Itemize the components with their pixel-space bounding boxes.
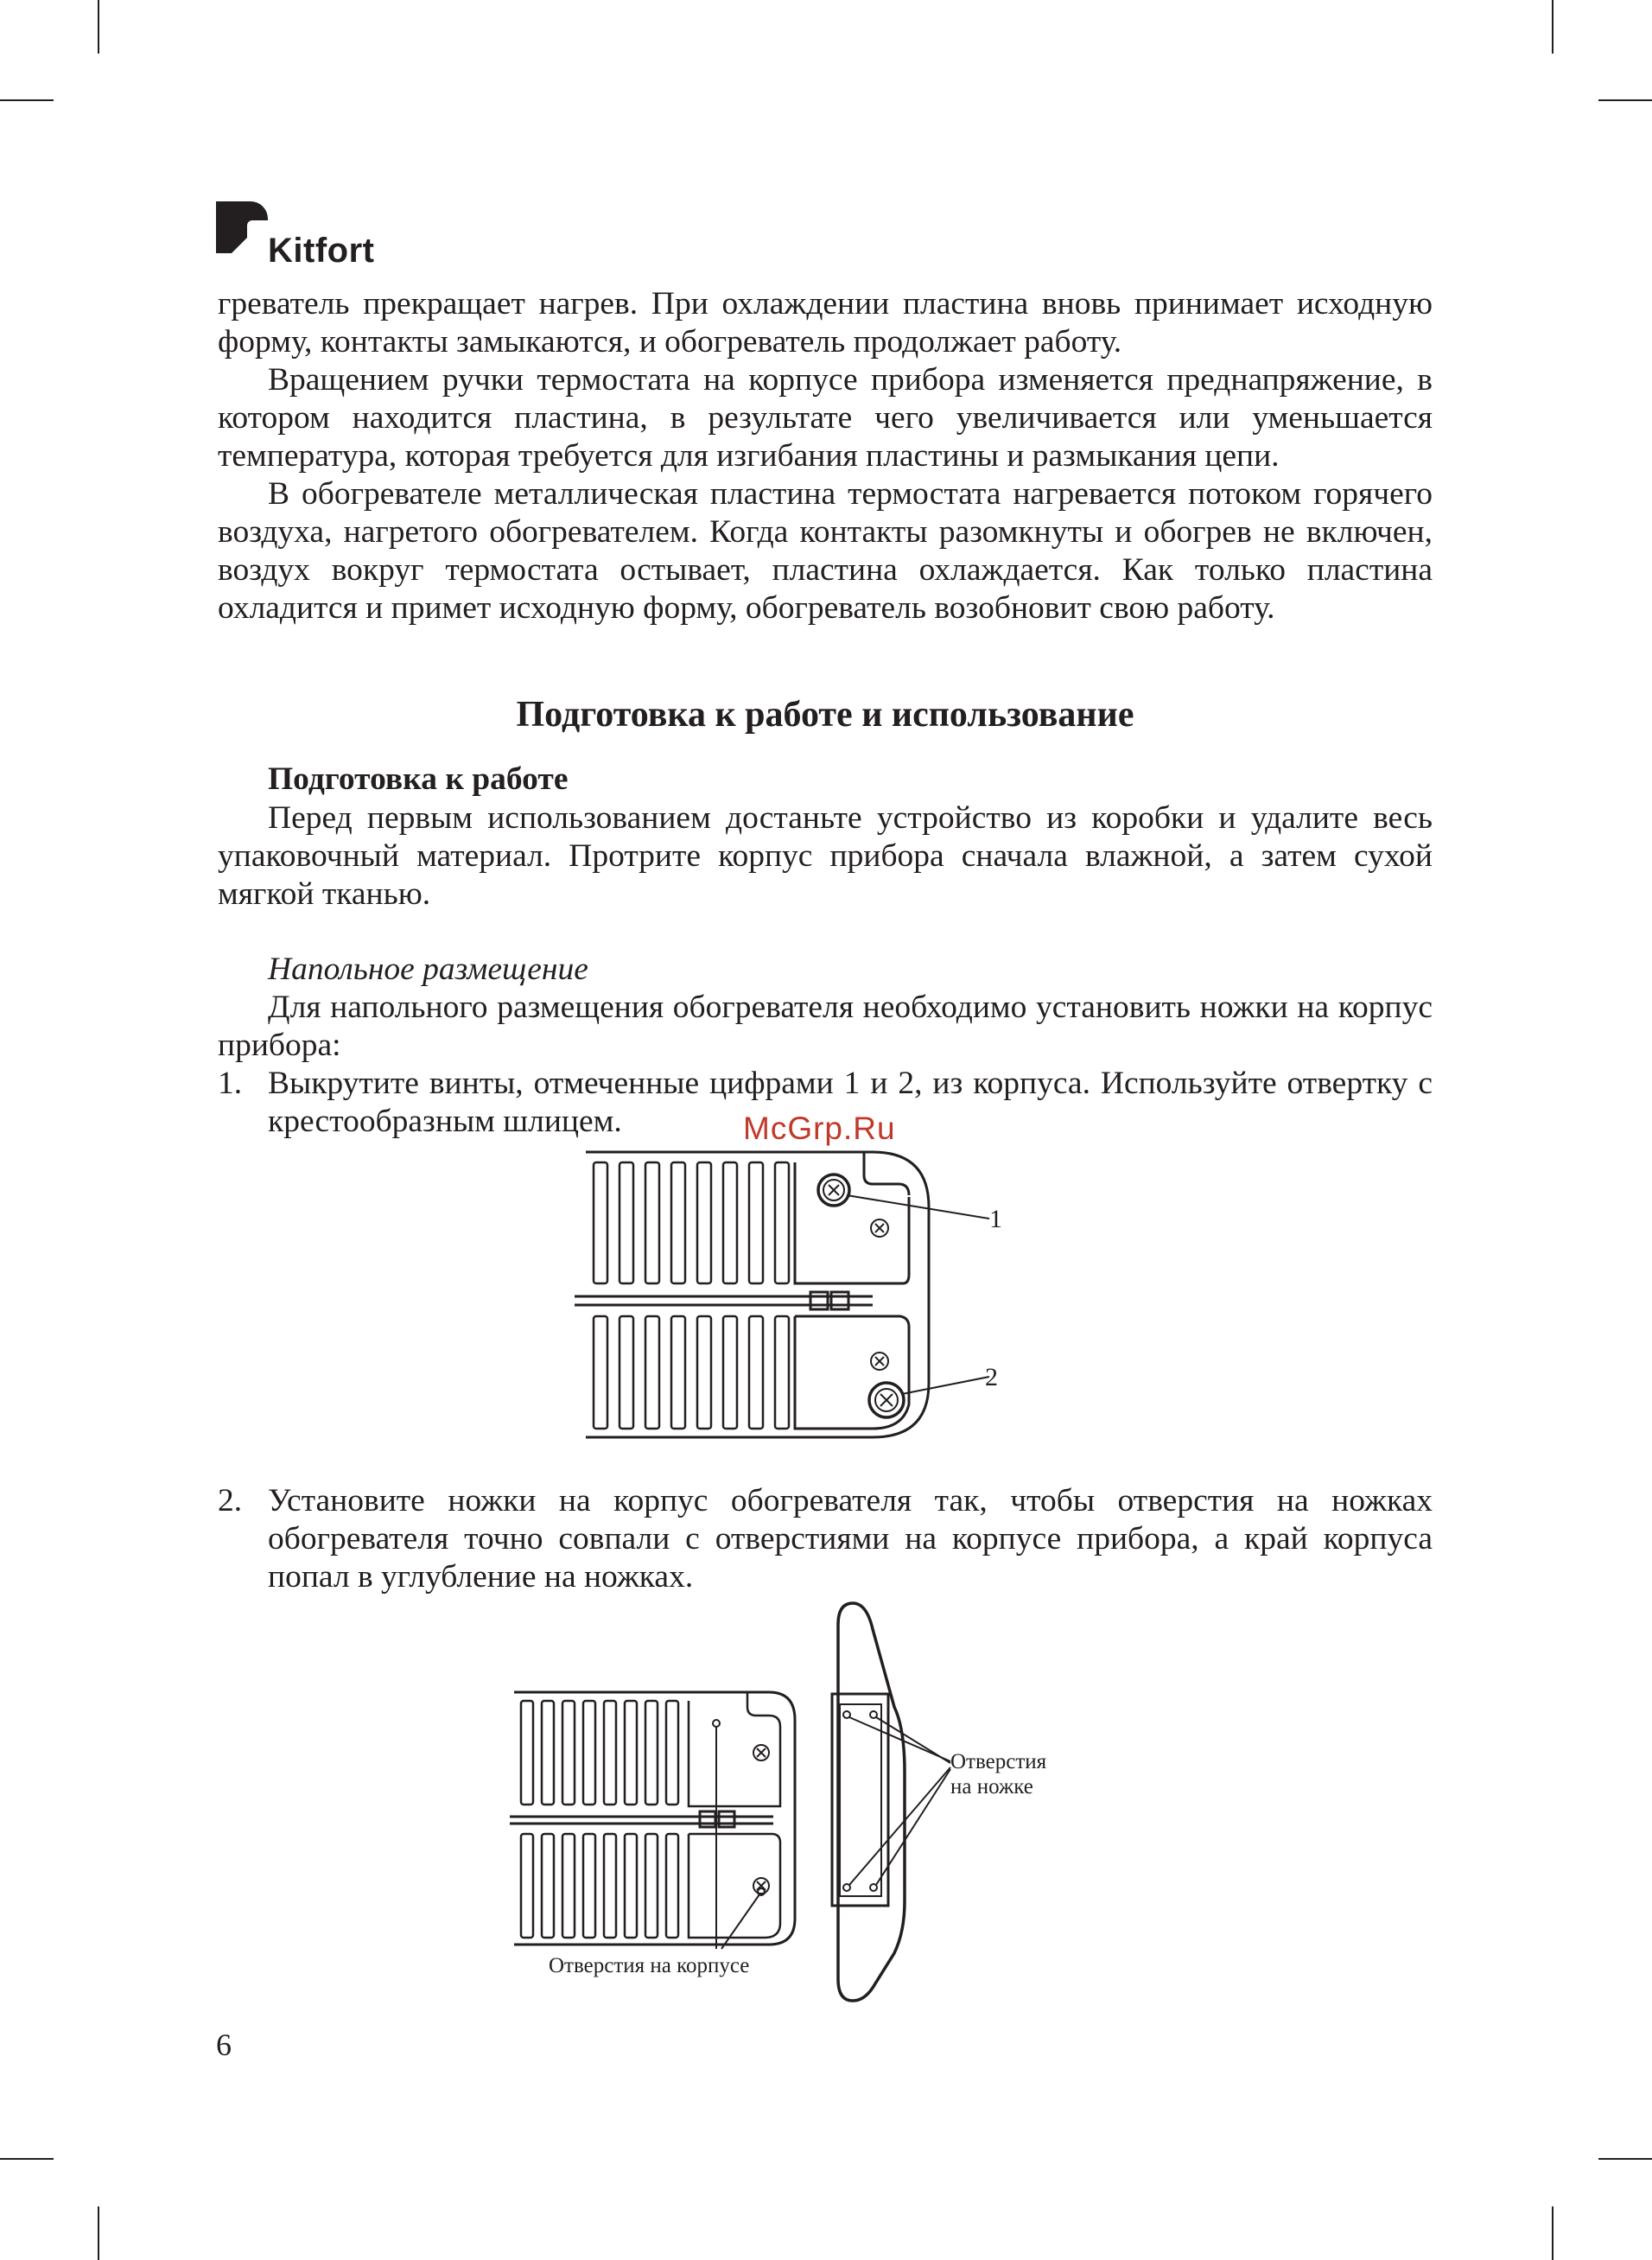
crop-mark	[1552, 2206, 1554, 2260]
figure-feet-diagram	[505, 1599, 1110, 2005]
vent-slots-top	[594, 1162, 789, 1283]
crop-mark	[1552, 0, 1554, 54]
callout-label-2: 2	[985, 1363, 998, 1391]
screw-icon	[753, 1745, 769, 1894]
step-number: 2.	[218, 1483, 243, 1518]
foot-holes-label-line1: Отверстия	[950, 1750, 1047, 1773]
step-number: 1.	[218, 1066, 243, 1101]
floor-block	[218, 951, 1433, 1065]
step-text: Установите ножки на корпус обогревателя так, чтобы отверстия на ножках обогревателя точно совпали с отверстиями на корпусе прибора, а край корпуса попал в углубление на ножках.	[268, 1483, 1433, 1595]
page-number: 6	[216, 2028, 232, 2062]
foot-hole-icon	[843, 1711, 877, 1891]
section-title: Подготовка к работе и использование	[516, 695, 1134, 735]
crop-mark	[0, 99, 54, 101]
crop-mark	[1598, 99, 1652, 101]
kitfort-logo-icon	[216, 187, 268, 268]
vent-slots-top	[521, 1701, 678, 1805]
intro-paragraph-2: Вращением ручки термостата на корпусе прибора изменяется преднапряжение, в котором находится пластина, в результате чего увеличивается или уменьшается температура, которая требуется для изгибания пластины и размыкания цепи.	[218, 362, 1433, 474]
screw-2-icon	[869, 1383, 904, 1417]
intro-paragraph-1: греватель прекращает нагрев. При охлаждении пластина вновь принимает исходную форму, контакты замыкаются, и обогреватель продолжает работу.	[218, 286, 1433, 360]
screw-1-icon	[818, 1175, 849, 1206]
step-2	[218, 1482, 1433, 1596]
prep-text-block	[218, 799, 1433, 914]
foot-side-view	[832, 1603, 905, 2001]
body-holes-label: Отверстия на корпусе	[549, 1954, 750, 1977]
crop-mark	[98, 2206, 99, 2260]
figure-screws-diagram	[570, 1145, 1020, 1452]
step-text: Выкрутите винты, отмеченные цифрами 1 и 2, из корпуса. Используйте отвертку с крестообразным шлицем.	[268, 1066, 1433, 1139]
intro-text	[218, 285, 1433, 627]
floor-heading: Напольное размещение	[268, 952, 588, 987]
intro-paragraph-3: В обогревателе металлическая пластина термостата нагревается потоком горячего воздуха, нагретого обогревателем. Когда контакты разомкнуты и обогрев не включен, воздух вокруг термостата остывает, пластина охлаждается. Как только пластина охладится и примет исходную форму, обогреватель возобновит свою работу.	[218, 476, 1433, 626]
brand-name: Kitfort	[268, 232, 375, 270]
crop-mark	[0, 2158, 54, 2160]
floor-paragraph: Для напольного размещения обогревателя необходимо установить ножки на корпус прибора:	[218, 990, 1433, 1063]
crop-mark	[1598, 2158, 1652, 2160]
crop-mark	[98, 0, 99, 54]
vent-slots-bottom	[594, 1316, 789, 1429]
prep-paragraph: Перед первым использованием достаньте устройство из коробки и удалите весь упаковочный материал. Протрите корпус прибора сначала влажной, а затем сухой мягкой тканью.	[218, 800, 1433, 912]
callout-label-1: 1	[989, 1205, 1002, 1233]
section-subtitle: Подготовка к работе	[268, 761, 569, 797]
foot-holes-label-line2: на ножке	[950, 1775, 1033, 1798]
watermark: McGrp.Ru	[743, 1111, 896, 1146]
screw-icon	[871, 1219, 888, 1370]
vent-slots-bottom	[521, 1834, 678, 1938]
